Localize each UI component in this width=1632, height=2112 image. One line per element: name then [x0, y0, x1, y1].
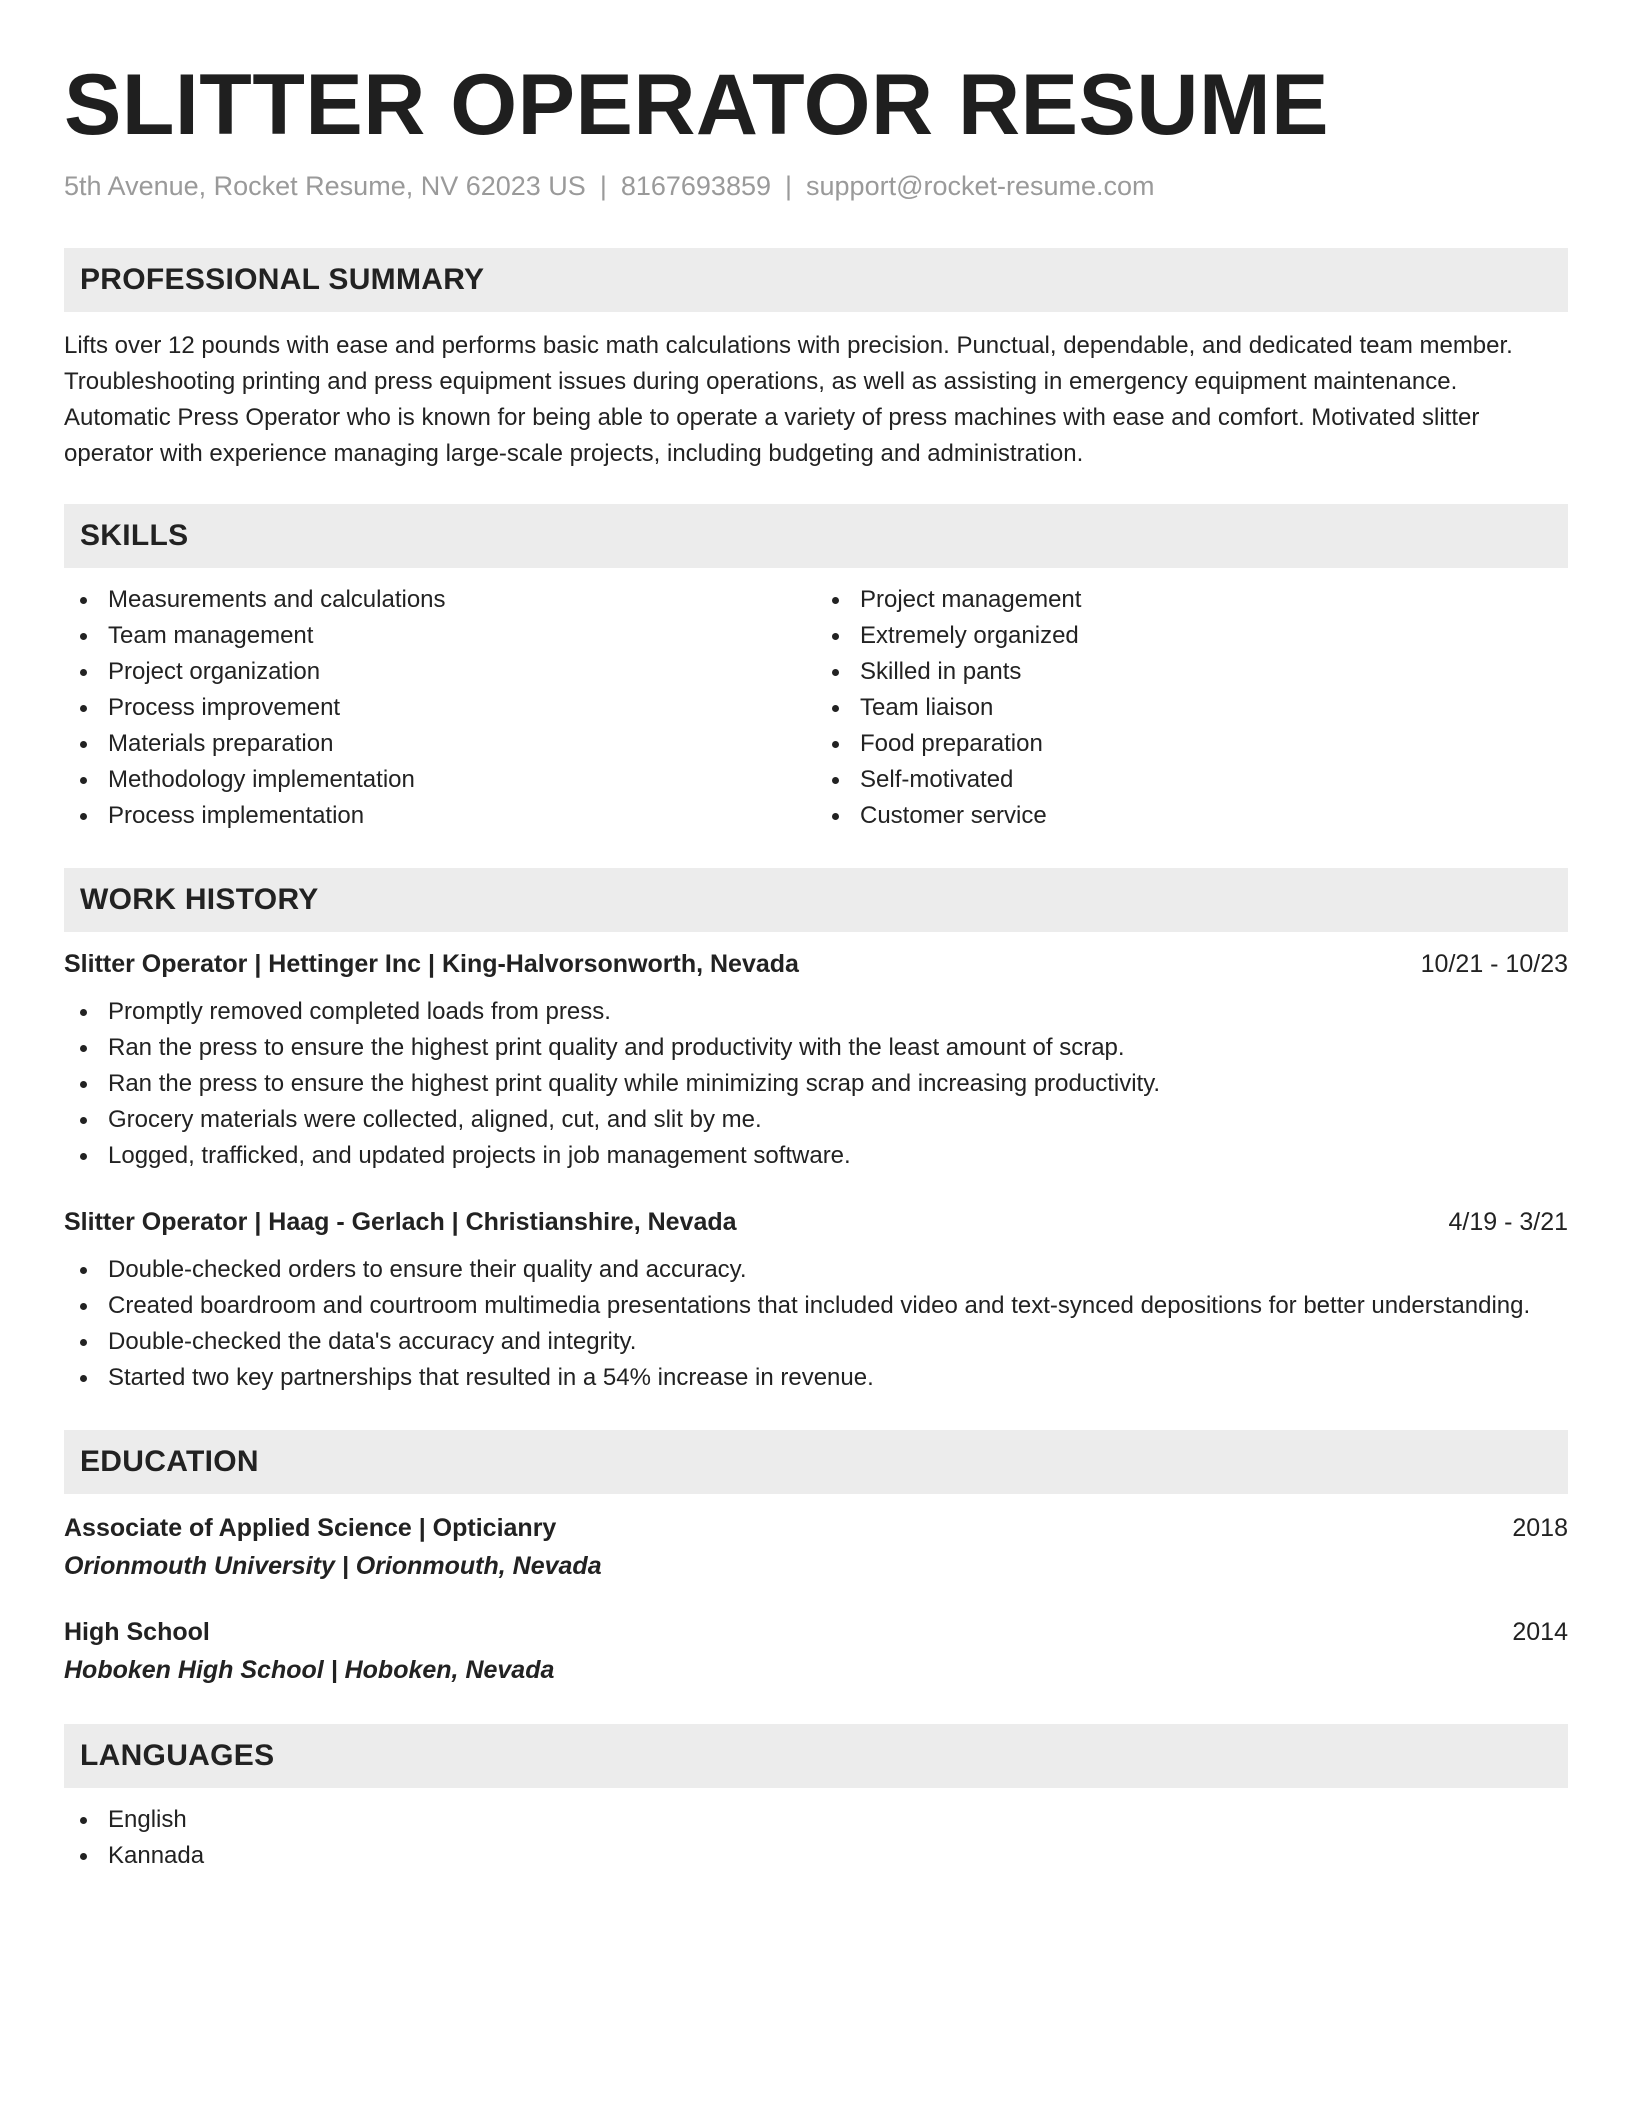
education-school: Hoboken High School | Hoboken, Nevada	[64, 1656, 555, 1685]
job-entry	[64, 946, 1568, 1174]
job-bullets	[64, 994, 1568, 1174]
job-header	[64, 946, 1568, 982]
job-heading: Slitter Operator | Hettinger Inc | King-Halvorsonworth, Nevada	[64, 950, 799, 979]
education-degree: High School	[64, 1618, 210, 1647]
contact-email: support@rocket-resume.com	[806, 171, 1155, 201]
skill-item: Materials preparation	[64, 726, 816, 762]
section-title-languages: LANGUAGES	[80, 1739, 275, 1773]
skill-item: Measurements and calculations	[64, 582, 816, 618]
education-header	[64, 1614, 1568, 1650]
job-entry	[64, 1204, 1568, 1396]
job-bullet: Created boardroom and courtroom multimedia presentations that included video and text-synced depositions for better understanding.	[64, 1288, 1568, 1324]
skill-item: Team management	[64, 618, 816, 654]
education-year: 2018	[1512, 1514, 1568, 1543]
job-bullet: Promptly removed completed loads from press.	[64, 994, 1568, 1030]
language-item: English	[64, 1802, 1568, 1838]
job-header	[64, 1204, 1568, 1240]
section-title-work-history: WORK HISTORY	[80, 883, 319, 917]
job-dates: 10/21 - 10/23	[1420, 950, 1568, 979]
job-dates: 4/19 - 3/21	[1448, 1208, 1568, 1237]
job-bullet: Logged, trafficked, and updated projects in job management software.	[64, 1138, 1568, 1174]
skills-list	[64, 582, 1568, 834]
skill-item: Skilled in pants	[816, 654, 1568, 690]
education-degree: Associate of Applied Science | Opticianry	[64, 1514, 557, 1543]
contact-separator: |	[785, 171, 793, 201]
job-heading: Slitter Operator | Haag - Gerlach | Christianshire, Nevada	[64, 1208, 737, 1237]
section-title-summary: PROFESSIONAL SUMMARY	[80, 263, 485, 297]
skill-item: Process improvement	[64, 690, 816, 726]
contact-line	[64, 170, 1568, 202]
skills-column-right	[816, 582, 1568, 834]
skill-item: Extremely organized	[816, 618, 1568, 654]
section-header-skills	[64, 504, 1568, 568]
summary-text: Lifts over 12 pounds with ease and performs basic math calculations with precision. Punctual, dependable, and dedicated team member. Troubleshooting printing and press equipment issues during operations, as well as assisting in emergency equipment maintenance. Automatic Press Operator who is known for being able to operate a variety of press machines with ease and comfort. Motivated slitter operator with experience managing large-scale projects, including budgeting and administration.	[64, 332, 1513, 468]
education-entry	[64, 1614, 1568, 1690]
languages-list	[64, 1802, 1568, 1874]
job-bullet: Ran the press to ensure the highest print quality and productivity with the least amount of scrap.	[64, 1030, 1568, 1066]
skill-item: Project management	[816, 582, 1568, 618]
contact-phone: 8167693859	[620, 171, 771, 201]
skill-item: Process implementation	[64, 798, 816, 834]
section-header-summary	[64, 248, 1568, 312]
education-entry	[64, 1510, 1568, 1586]
job-bullets	[64, 1252, 1568, 1396]
skill-item: Methodology implementation	[64, 762, 816, 798]
contact-separator: |	[599, 171, 607, 201]
job-bullet: Ran the press to ensure the highest print quality while minimizing scrap and increasing productivity.	[64, 1066, 1568, 1102]
section-title-skills: SKILLS	[80, 519, 189, 553]
job-bullet: Double-checked orders to ensure their quality and accuracy.	[64, 1252, 1568, 1288]
contact-address: 5th Avenue, Rocket Resume, NV 62023 US	[64, 171, 586, 201]
education-header	[64, 1510, 1568, 1546]
job-bullet: Double-checked the data's accuracy and integrity.	[64, 1324, 1568, 1360]
education-year: 2014	[1512, 1618, 1568, 1647]
education-school: Orionmouth University | Orionmouth, Nevada	[64, 1552, 602, 1581]
section-header-languages	[64, 1724, 1568, 1788]
job-bullet: Started two key partnerships that resulted in a 54% increase in revenue.	[64, 1360, 1568, 1396]
skill-item: Customer service	[816, 798, 1568, 834]
skill-item: Self-motivated	[816, 762, 1568, 798]
section-title-education: EDUCATION	[80, 1445, 259, 1479]
skill-item: Team liaison	[816, 690, 1568, 726]
skills-column-left	[64, 582, 816, 834]
section-header-education	[64, 1430, 1568, 1494]
skill-item: Project organization	[64, 654, 816, 690]
page-title: SLITTER OPERATOR RESUME	[64, 57, 1329, 153]
skill-item: Food preparation	[816, 726, 1568, 762]
language-item: Kannada	[64, 1838, 1568, 1874]
section-header-work-history	[64, 868, 1568, 932]
job-bullet: Grocery materials were collected, aligned, cut, and slit by me.	[64, 1102, 1568, 1138]
